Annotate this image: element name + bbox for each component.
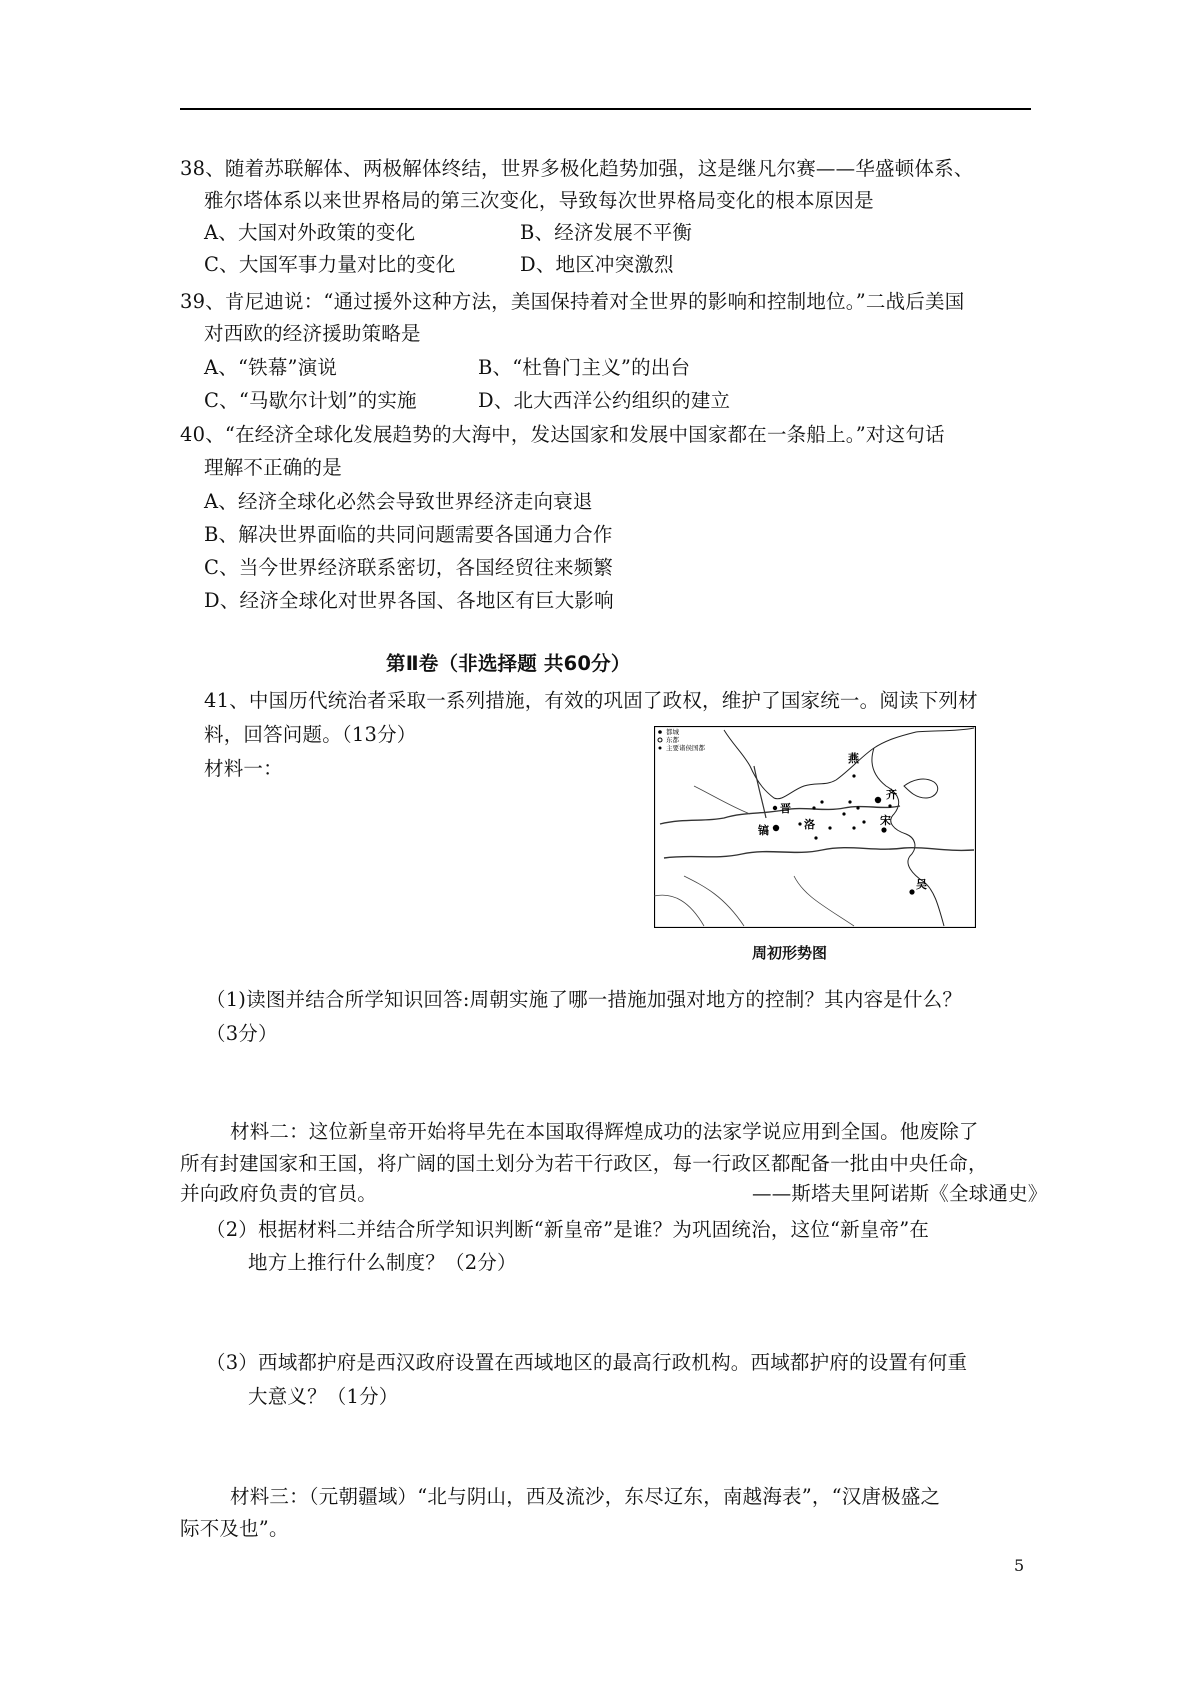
map-caption: 周初形势图 xyxy=(752,944,828,962)
sub3-line2: 大意义？（1分） xyxy=(248,1385,399,1408)
q39-option-c: C、“马歇尔计划”的实施 xyxy=(204,389,417,412)
q39-option-a: A、“铁幕”演说 xyxy=(204,356,338,379)
q41-stem-line1: 41、中国历代统治者采取一系列措施，有效的巩固了政权，维护了国家统一。阅读下列材 xyxy=(204,689,978,712)
q39-stem-line1: 39、肯尼迪说：“通过援外这种方法，美国保持着对全世界的影响和控制地位。”二战后美国 xyxy=(180,290,965,313)
q38-option-c: C、大国军事力量对比的变化 xyxy=(204,253,456,276)
material1-label: 材料一： xyxy=(204,757,283,780)
zhou-map xyxy=(654,726,976,928)
q39-option-d: D、北大西洋公约组织的建立 xyxy=(478,389,731,412)
q40-stem-line2: 理解不正确的是 xyxy=(204,456,342,479)
q40-option-b: B、解决世界面临的共同问题需要各国通力合作 xyxy=(204,523,613,546)
sub2-line1: （2）根据材料二并结合所学知识判断“新皇帝”是谁？为巩固统治，这位“新皇帝”在 xyxy=(206,1218,930,1241)
q38-option-a: A、大国对外政策的变化 xyxy=(204,221,416,244)
label-wu: 吴 xyxy=(916,878,927,891)
header-rule xyxy=(180,108,1031,110)
zhou-map-figure xyxy=(654,726,976,928)
page-number: 5 xyxy=(1014,1556,1025,1575)
q38-stem-line2: 雅尔塔体系以来世界格局的第三次变化，导致每次世界格局变化的根本原因是 xyxy=(204,189,874,212)
q38-stem-line1: 38、随着苏联解体、两极解体终结，世界多极化趋势加强，这是继凡尔赛——华盛顿体系、 xyxy=(180,157,974,180)
q40-option-c: C、当今世界经济联系密切，各国经贸往来频繁 xyxy=(204,556,614,579)
label-song: 宋 xyxy=(880,814,891,827)
legend-vassal-capitals: 主要诸侯国都 xyxy=(666,744,705,752)
section-title: 第Ⅱ卷（非选择题 共60分） xyxy=(386,652,631,675)
q39-stem-line2: 对西欧的经济援助策略是 xyxy=(204,322,421,345)
material3-line1: 材料三：（元朝疆域）“北与阴山，西及流沙，东尽辽东，南越海表”，“汉唐极盛之 xyxy=(230,1485,941,1508)
q40-option-a: A、经济全球化必然会导致世界经济走向衰退 xyxy=(204,490,593,513)
material2-line1: 材料二：这位新皇帝开始将早先在本国取得辉煌成功的法家学说应用到全国。他废除了 xyxy=(230,1120,979,1143)
material2-source: ——斯塔夫里阿诺斯《全球通史》 xyxy=(752,1182,1048,1205)
material2-line3: 并向政府负责的官员。 xyxy=(180,1182,378,1205)
q38-option-b: B、经济发展不平衡 xyxy=(520,221,693,244)
sub3-line1: （3）西域都护府是西汉政府设置在西域地区的最高行政机构。西域都护府的设置有何重 xyxy=(206,1351,968,1374)
legend-capital: 都城 xyxy=(666,728,679,736)
label-hao: 镐 xyxy=(758,824,769,837)
sub1-line1: （1)读图并结合所学知识回答:周朝实施了哪一措施加强对地方的控制？其内容是什么？ xyxy=(206,988,963,1011)
label-qi: 齐 xyxy=(886,788,897,801)
label-luo: 洛 xyxy=(804,818,815,831)
label-jin: 晋 xyxy=(780,802,791,815)
material3-line2: 际不及也”。 xyxy=(180,1517,289,1540)
sub2-line2: 地方上推行什么制度？（2分） xyxy=(248,1251,517,1274)
material2-line2: 所有封建国家和王国，将广阔的国土划分为若干行政区，每一行政区都配备一批由中央任命， xyxy=(180,1152,988,1175)
q40-stem-line1: 40、“在经济全球化发展趋势的大海中，发达国家和发展中国家都在一条船上。”对这句话 xyxy=(180,423,945,446)
q41-stem-line2: 料，回答问题。（13分） xyxy=(204,723,417,746)
q38-option-d: D、地区冲突激烈 xyxy=(520,253,674,276)
q40-option-d: D、经济全球化对世界各国、各地区有巨大影响 xyxy=(204,589,614,612)
legend-east-capital: 东都 xyxy=(666,736,679,744)
q39-option-b: B、“杜鲁门主义”的出台 xyxy=(478,356,691,379)
label-yan: 燕 xyxy=(848,752,859,765)
sub1-line2: （3分） xyxy=(206,1022,278,1045)
